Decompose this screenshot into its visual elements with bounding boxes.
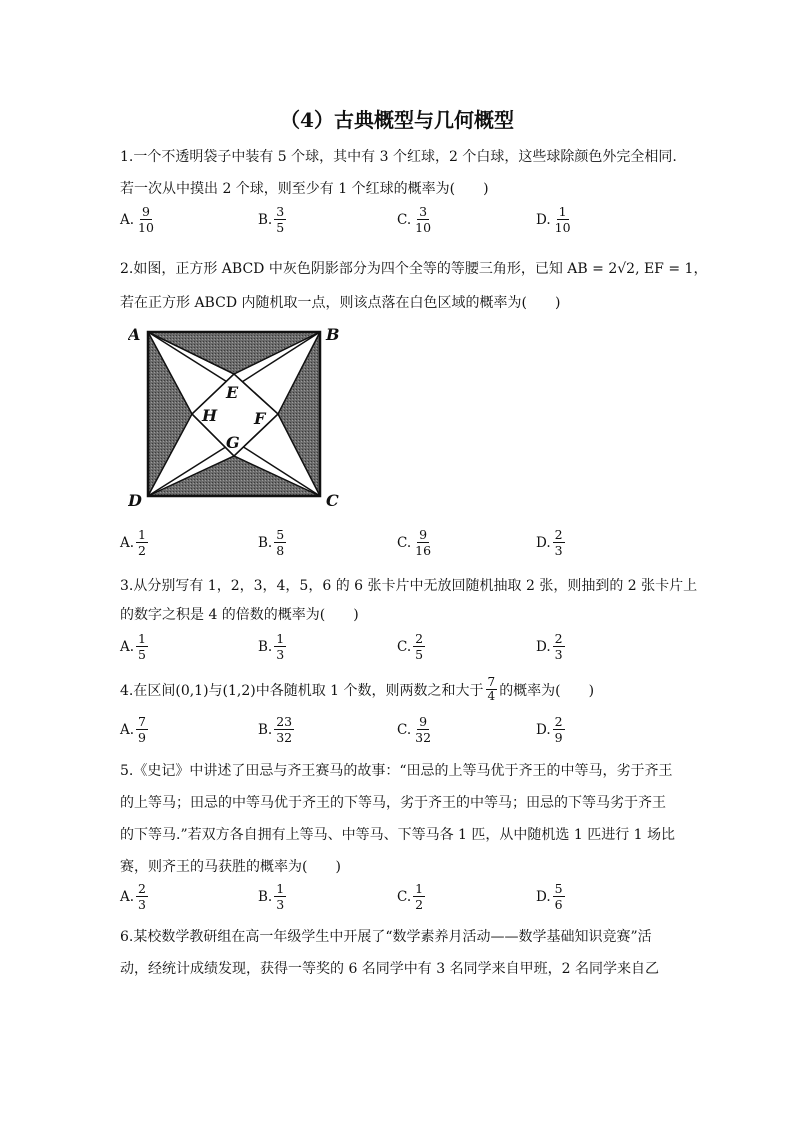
q5-option-c: C. $\frac{1}{2}$ bbox=[397, 881, 424, 912]
q4-line-1 bbox=[120, 676, 594, 703]
shaded-triangle-bottom bbox=[148, 456, 320, 496]
label-c: C bbox=[326, 491, 339, 510]
q5-option-a: A. $\frac{2}{3}$ bbox=[120, 881, 146, 912]
q5-line-1: 5.《史记》中讲述了田忌与齐王赛马的故事：“田忌的上等马优于齐王的中等马，劣于齐王 bbox=[120, 763, 673, 779]
q3-option-a: A. $\frac{1}{5}$ bbox=[120, 631, 146, 662]
shaded-triangle-top bbox=[148, 332, 320, 374]
label-a: A bbox=[128, 326, 141, 344]
q4-option-b: B. $\frac{23}{32}$ bbox=[258, 714, 293, 745]
q1-line-1: 1.一个不透明袋子中装有 5 个球，其中有 3 个红球，2 个白球，这些球除颜色外完全相同. bbox=[120, 149, 677, 165]
label-g: G bbox=[226, 433, 240, 452]
label-h: H bbox=[202, 406, 218, 425]
q5-option-d: D. $\frac{5}{6}$ bbox=[536, 881, 563, 912]
q3-option-d: D. $\frac{2}{3}$ bbox=[536, 631, 563, 662]
q1-option-a: A. $\frac{9}{10}$ bbox=[120, 204, 154, 235]
shaded-triangle-left bbox=[148, 332, 192, 496]
q5-line-2: 的上等马；田忌的中等马优于齐王的下等马，劣于齐王的中等马；田忌的下等马劣于齐王 bbox=[120, 795, 666, 811]
q1-option-b: B. $\frac{3}{5}$ bbox=[258, 204, 285, 235]
q3-option-b: B. $\frac{1}{3}$ bbox=[258, 631, 285, 662]
q1-option-d: D. $\frac{1}{10}$ bbox=[536, 204, 571, 235]
label-f: F bbox=[254, 409, 266, 428]
square-diagram bbox=[128, 326, 348, 512]
q4-option-c: C. $\frac{9}{32}$ bbox=[397, 714, 432, 745]
q4-option-d: D. $\frac{2}{9}$ bbox=[536, 714, 563, 745]
q3-line-1: 3.从分别写有 1，2，3，4，5，6 的 6 张卡片中无放回随机抽取 2 张，则抽到的 2 张卡片上 bbox=[120, 578, 698, 594]
q2-line-1: 2.如图，正方形 ABCD 中灰色阴影部分为四个全等的等腰三角形，已知 AB = 2√2, EF = 1， bbox=[120, 261, 708, 277]
q2-line-2: 若在正方形 ABCD 内随机取一点，则该点落在白色区域的概率为( ) bbox=[120, 295, 561, 311]
q3-option-c: C. $\frac{2}{5}$ bbox=[397, 631, 424, 662]
q1-option-c: C. $\frac{3}{10}$ bbox=[397, 204, 432, 235]
page-title: （4）古典概型与几何概型 bbox=[280, 108, 514, 132]
q4-option-a: A. $\frac{7}{9}$ bbox=[120, 714, 146, 745]
q5-option-b: B. $\frac{1}{3}$ bbox=[258, 881, 285, 912]
q2-option-b: B. $\frac{5}{8}$ bbox=[258, 527, 285, 558]
q2-option-a: A. $\frac{1}{2}$ bbox=[120, 527, 146, 558]
label-e: E bbox=[226, 383, 239, 402]
q4-text-after: 的概率为( ) bbox=[499, 682, 595, 699]
label-b: B bbox=[326, 326, 340, 344]
q6-line-2: 动，经统计成绩发现，获得一等奖的 6 名同学中有 3 名同学来自甲班，2 名同学来自乙 bbox=[120, 961, 659, 977]
q6-line-1: 6.某校数学教研组在高一年级学生中开展了“数学素养月活动——数学基础知识竞赛”活 bbox=[120, 929, 652, 945]
q1-line-2: 若一次从中摸出 2 个球，则至少有 1 个红球的概率为( ) bbox=[120, 181, 489, 197]
q5-line-3: 的下等马.”若双方各自拥有上等马、中等马、下等马各 1 匹，从中随机选 1 匹进行 1 场比 bbox=[120, 827, 676, 843]
q2-option-c: C. $\frac{9}{16}$ bbox=[397, 527, 432, 558]
q3-line-2: 的数字之积是 4 的倍数的概率为( ) bbox=[120, 607, 359, 623]
square-figure bbox=[128, 326, 348, 516]
label-d: D bbox=[128, 491, 142, 510]
shaded-triangle-right bbox=[278, 332, 320, 496]
q2-option-d: D. $\frac{2}{3}$ bbox=[536, 527, 563, 558]
q4-text-before: 4.在区间(0,1)与(1,2)中各随机取 1 个数，则两数之和大于 bbox=[120, 682, 484, 699]
q5-line-4: 赛，则齐王的马获胜的概率为( ) bbox=[120, 859, 341, 875]
q4-fraction: 7 4 bbox=[487, 675, 496, 703]
